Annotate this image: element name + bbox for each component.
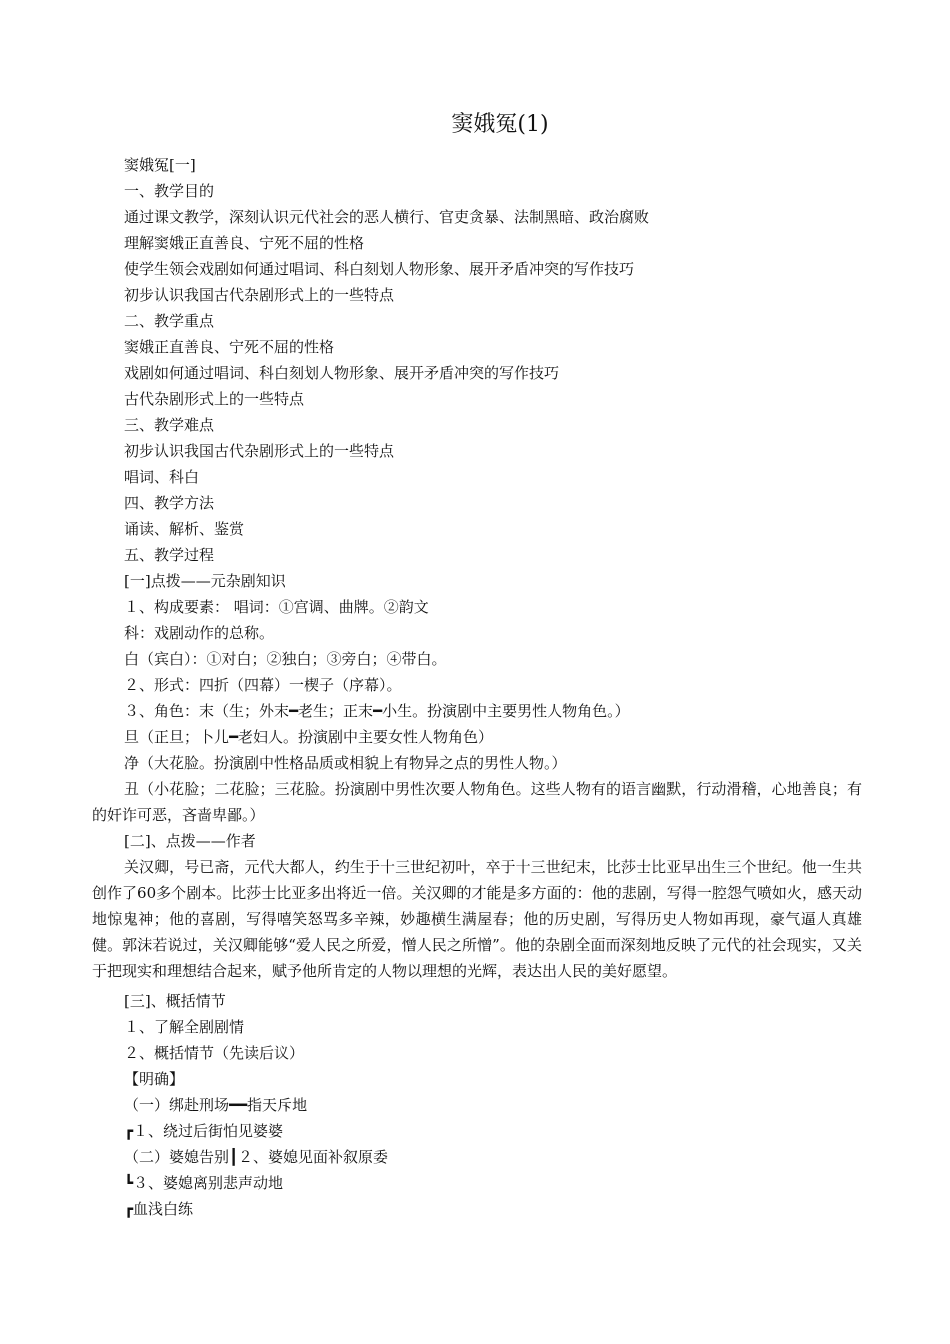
text-line: 旦（正旦；卜儿━老妇人。扮演剧中主要女性人物角色） (124, 728, 494, 746)
subsection-heading: [三]、概括情节 (124, 992, 226, 1010)
text-line: 窦娥冤[一] (124, 156, 196, 174)
document-title: 窦娥冤(1) (451, 112, 549, 137)
section-heading: 二、教学重点 (124, 312, 215, 330)
text-line: （一）绑赴刑场━━指天斥地 (124, 1096, 308, 1114)
subsection-heading: [一]点拨——元杂剧知识 (124, 572, 286, 590)
text-line: （二）婆媳告别┃２、婆媳见面补叙原委 (124, 1148, 389, 1166)
text-line: 初步认识我国古代杂剧形式上的一些特点 (124, 442, 395, 460)
text-line: ┏血浅白练 (124, 1200, 194, 1218)
text-line: １、构成要素： 唱词：①宫调、曲牌。②韵文 (124, 598, 429, 616)
text-line: 唱词、科白 (124, 468, 200, 486)
text-line: 诵读、解析、鉴赏 (124, 520, 245, 538)
paragraph-chou: 丑（小花脸；二花脸；三花脸。扮演剧中男性次要人物角色。这些人物有的语言幽默，行动滑稽，心地善良；有的奸诈可恶，吝啬卑鄙。） (92, 780, 862, 824)
text-line: ┗３、婆媳离别悲声动地 (124, 1174, 284, 1192)
subsection-heading: [二]、点拨——作者 (124, 832, 256, 850)
section-heading: 五、教学过程 (124, 546, 215, 564)
text-line: 初步认识我国古代杂剧形式上的一些特点 (124, 286, 395, 304)
text-line: 净（大花脸。扮演剧中性格品质或相貌上有物异之点的男性人物。） (124, 754, 567, 772)
text-line: ３、角色：末（生；外末━老生；正末━小生。扮演剧中主要男性人物角色。） (124, 702, 630, 720)
section-heading: 一、教学目的 (124, 182, 215, 200)
text-line: 窦娥正直善良、宁死不屈的性格 (124, 338, 335, 356)
section-heading: 四、教学方法 (124, 494, 215, 512)
section-heading: 三、教学难点 (124, 416, 215, 434)
text-line: 【明确】 (124, 1070, 185, 1088)
text-line: 科：戏剧动作的总称。 (124, 624, 275, 642)
text-line: 使学生领会戏剧如何通过唱词、科白刻划人物形象、展开矛盾冲突的写作技巧 (124, 260, 635, 278)
text-line: 戏剧如何通过唱词、科白刻划人物形象、展开矛盾冲突的写作技巧 (124, 364, 560, 382)
paragraph-author: 关汉卿，号已斋，元代大都人，约生于十三世纪初叶，卒于十三世纪末，比莎士比亚早出生三个世纪。他一生共创作了60多个剧本。比莎士比亚多出将近一倍。关汉卿的才能是多方面的：他的悲剧，写得一腔怨气喷如火，感天动地惊鬼神；他的喜剧，写得嘻笑怒骂多辛辣，妙趣横生满屋春；他的历史剧，写得历史人物如再现，豪气逼人真雄健。郭沫若说过，关汉卿能够“爱人民之所爱，憎人民之所憎”。他的杂剧全面而深刻地反映了元代的社会现实，又关于把现实和理想结合起来，赋予他所肯定的人物以理想的光辉，表达出人民的美好愿望。 (92, 858, 862, 980)
text-line: ２、形式：四折（四幕）一楔子（序幕）。 (124, 676, 402, 694)
document-body (92, 152, 862, 1222)
text-line: 古代杂剧形式上的一些特点 (124, 390, 305, 408)
text-line: ２、概括情节（先读后议） (124, 1044, 305, 1062)
text-line: 通过课文教学，深刻认识元代社会的恶人横行、官吏贪暴、法制黑暗、政治腐败 (124, 208, 650, 226)
text-line: 白（宾白）：①对白；②独白；③旁白；④带白。 (124, 650, 447, 668)
text-line: ┏１、绕过后街怕见婆婆 (124, 1122, 284, 1140)
text-line: 理解窦娥正直善良、宁死不屈的性格 (124, 234, 365, 252)
text-line: １、了解全剧剧情 (124, 1018, 245, 1036)
